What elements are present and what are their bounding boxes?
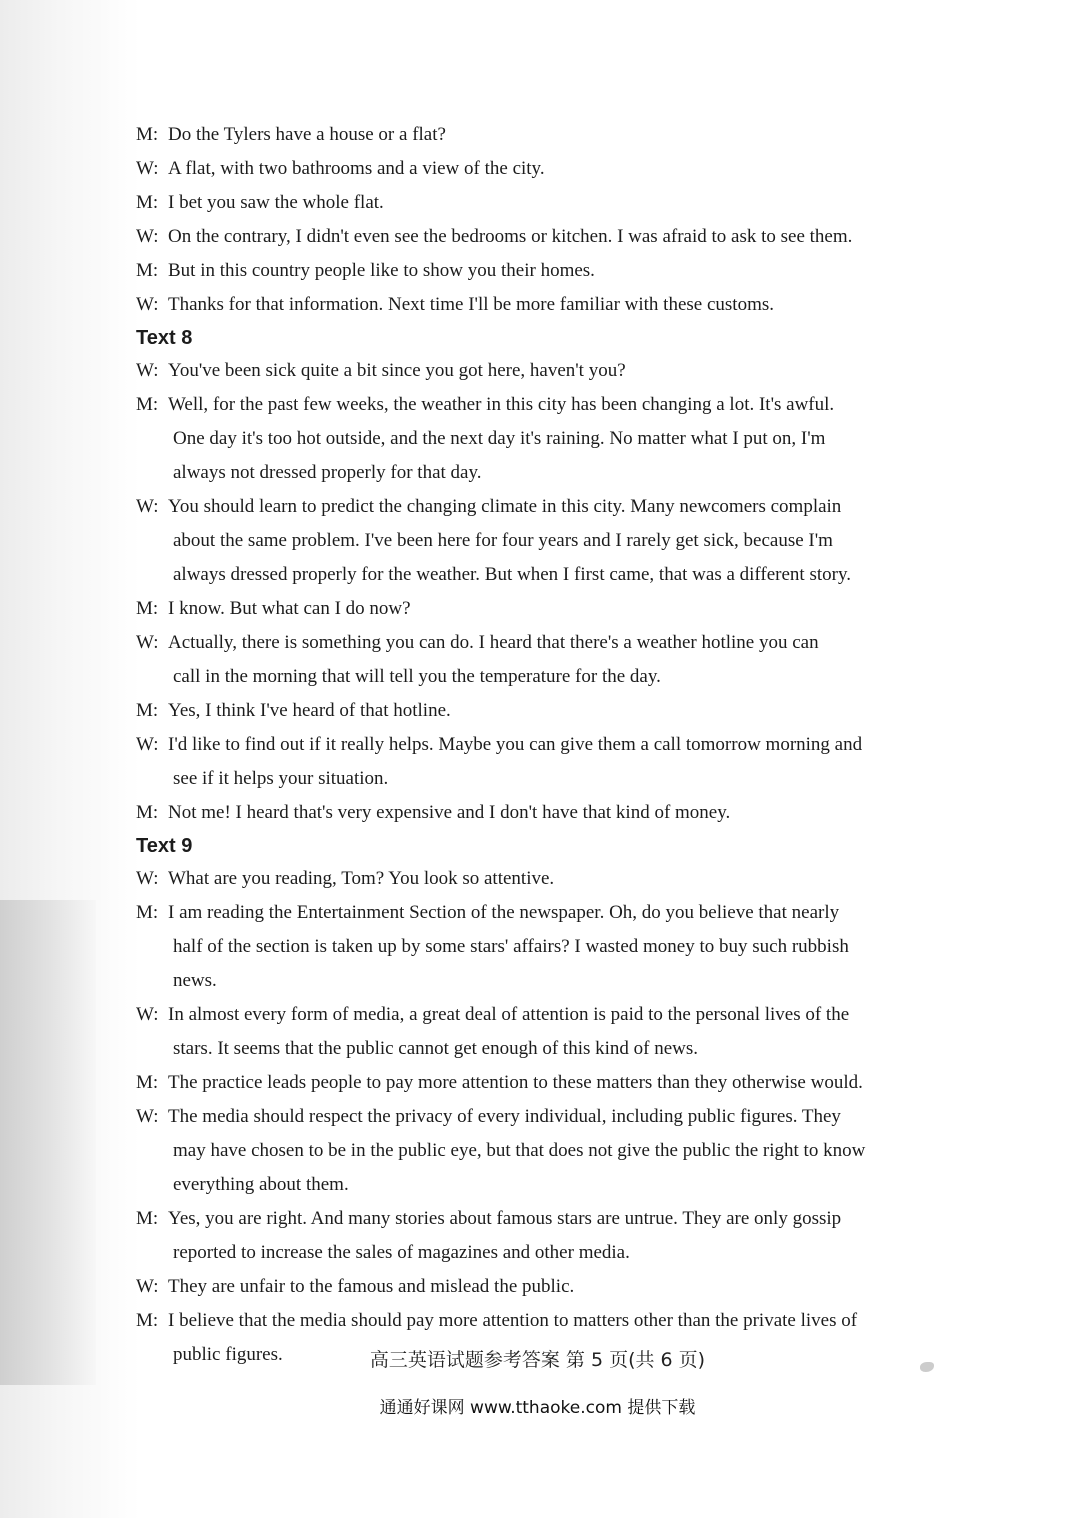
line-text: The media should respect the privacy of every individual, including public figures. They [168, 1106, 841, 1127]
dialogue-line-continuation [136, 558, 951, 592]
line-text: half of the section is taken up by some stars' affairs? I wasted money to buy such rubbish [173, 936, 849, 957]
speaker-label: M: [136, 124, 159, 145]
dialogue-line [136, 728, 951, 762]
speaker-label: W: [136, 360, 159, 381]
speaker-label: W: [136, 158, 159, 179]
text9-dialogue [136, 862, 951, 1372]
dialogue-line [136, 254, 951, 288]
line-text: always dressed properly for the weather. But when I first came, that was a different story. [173, 564, 851, 585]
line-text: Yes, you are right. And many stories about famous stars are untrue. They are only gossip [168, 1208, 842, 1229]
dialogue-line-continuation [136, 660, 951, 694]
dialogue-line [136, 1066, 951, 1100]
dialogue-line-continuation [136, 456, 951, 490]
text8-heading: Text 8 [136, 327, 193, 349]
speaker-label: W: [136, 1004, 159, 1025]
dialogue-line [136, 998, 951, 1032]
line-text: Well, for the past few weeks, the weather in this city has been changing a lot. It's awful. [168, 394, 835, 415]
line-text: Yes, I think I've heard of that hotline. [168, 700, 451, 721]
line-text: They are unfair to the famous and mislead the public. [168, 1276, 575, 1297]
line-text: I'd like to find out if it really helps. Maybe you can give them a call tomorrow morning and [168, 734, 863, 755]
speaker-label: W: [136, 1106, 159, 1127]
text9-heading: Text 9 [136, 835, 193, 857]
line-text: In almost every form of media, a great deal of attention is paid to the personal lives of the [168, 1004, 850, 1025]
line-text: I know. But what can I do now? [168, 598, 411, 619]
dialogue-line [136, 490, 951, 524]
line-text: I am reading the Entertainment Section of the newspaper. Oh, do you believe that nearly [168, 902, 840, 923]
speaker-label: M: [136, 598, 159, 619]
line-text: news. [173, 970, 217, 991]
line-text: Thanks for that information. Next time I'll be more familiar with these customs. [168, 294, 774, 315]
line-text: I bet you saw the whole flat. [168, 192, 384, 213]
speaker-label: W: [136, 868, 159, 889]
dialogue-line [136, 388, 951, 422]
line-text: about the same problem. I've been here for four years and I rarely get sick, because I'm [173, 530, 833, 551]
line-text: But in this country people like to show you their homes. [168, 260, 595, 281]
line-text: Not me! I heard that's very expensive and I don't have that kind of money. [168, 802, 731, 823]
dialogue-line-continuation [136, 1168, 951, 1202]
speaker-label: M: [136, 1072, 159, 1093]
line-text: may have chosen to be in the public eye, but that does not give the public the right to know [173, 1140, 866, 1161]
line-text: always not dressed properly for that day. [173, 462, 482, 483]
dialogue-line-continuation [136, 930, 951, 964]
speaker-label: W: [136, 496, 159, 517]
dialogue-line [136, 862, 951, 896]
transcript-body [136, 118, 951, 1372]
speaker-label: M: [136, 1310, 159, 1331]
line-text: On the contrary, I didn't even see the bedrooms or kitchen. I was afraid to ask to see them. [168, 226, 853, 247]
speaker-label: M: [136, 700, 159, 721]
dialogue-line [136, 592, 951, 626]
speaker-label: W: [136, 632, 159, 653]
line-text: see if it helps your situation. [173, 768, 389, 789]
speaker-label: M: [136, 394, 159, 415]
dialogue-line [136, 152, 951, 186]
dialogue-line [136, 896, 951, 930]
dialogue-line [136, 118, 951, 152]
dialogue-line [136, 354, 951, 388]
line-text: I believe that the media should pay more attention to matters other than the private lives of [168, 1310, 858, 1331]
speaker-label: M: [136, 1208, 159, 1229]
page-footer: 高三英语试题参考答案 第 5 页(共 6 页) [369, 1349, 706, 1371]
line-text: call in the morning that will tell you the temperature for the day. [173, 666, 661, 687]
line-text: You've been sick quite a bit since you got here, haven't you? [168, 360, 626, 381]
dialogue-line-continuation [136, 1032, 951, 1066]
line-text: You should learn to predict the changing climate in this city. Many newcomers complain [168, 496, 842, 517]
line-text: Actually, there is something you can do. I heard that there's a weather hotline you can [168, 632, 819, 653]
dialogue-line [136, 1202, 951, 1236]
dialogue-line [136, 1270, 951, 1304]
text8-dialogue [136, 354, 951, 830]
speaker-label: M: [136, 902, 159, 923]
line-text: reported to increase the sales of magazines and other media. [173, 1242, 630, 1263]
dialogue-top [136, 118, 951, 322]
dialogue-line-continuation [136, 524, 951, 558]
speaker-label: M: [136, 802, 159, 823]
dialogue-line-continuation [136, 1134, 951, 1168]
line-text: stars. It seems that the public cannot get enough of this kind of news. [173, 1038, 699, 1059]
dialogue-line-continuation [136, 422, 951, 456]
speaker-label: W: [136, 294, 159, 315]
speaker-label: W: [136, 1276, 159, 1297]
line-text: everything about them. [173, 1174, 349, 1195]
line-text: Do the Tylers have a house or a flat? [168, 124, 446, 145]
dialogue-line [136, 796, 951, 830]
dialogue-line [136, 186, 951, 220]
line-text: public figures. [173, 1344, 283, 1365]
dialogue-line [136, 694, 951, 728]
speaker-label: W: [136, 734, 159, 755]
line-text: The practice leads people to pay more attention to these matters than they otherwise would. [168, 1072, 863, 1093]
download-credit: 通通好课网 www.tthaoke.com 提供下载 [379, 1398, 696, 1418]
dialogue-line [136, 1100, 951, 1134]
speaker-label: W: [136, 226, 159, 247]
dialogue-line [136, 220, 951, 254]
dialogue-line [136, 626, 951, 660]
line-text: One day it's too hot outside, and the next day it's raining. No matter what I put on, I'm [173, 428, 826, 449]
dialogue-line-continuation [136, 762, 951, 796]
dialogue-line [136, 1304, 951, 1338]
line-text: A flat, with two bathrooms and a view of the city. [168, 158, 545, 179]
speaker-label: M: [136, 192, 159, 213]
dialogue-line-continuation [136, 1236, 951, 1270]
dialogue-line [136, 288, 951, 322]
dialogue-line-continuation [136, 964, 951, 998]
scan-shadow [0, 900, 96, 1385]
line-text: What are you reading, Tom? You look so attentive. [168, 868, 555, 889]
speaker-label: M: [136, 260, 159, 281]
